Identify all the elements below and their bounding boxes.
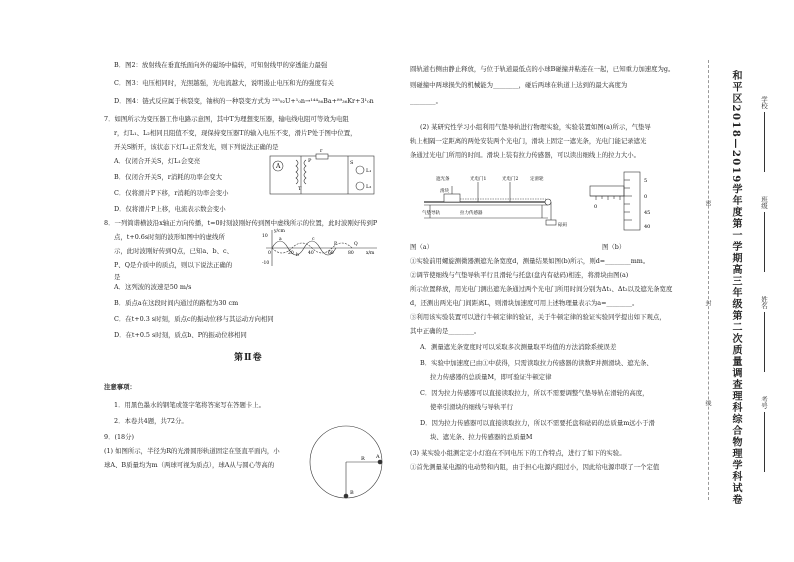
transformer-label: T xyxy=(298,186,302,192)
option-d: D．仅将滑片P上移，电流表示数会变小 xyxy=(114,205,226,213)
seal-word: 封 xyxy=(704,300,711,306)
option-c: C．因为拉力传感器可以直接读取拉力，所以不需要调整气垫导轨在滑轮的高度， xyxy=(420,389,649,397)
ammeter-label: A xyxy=(276,163,281,170)
option-b: B．质点a在这段时间内通过的路程为30 cm xyxy=(114,299,239,307)
ball-a-label: A xyxy=(376,454,380,460)
wave-graph-figure xyxy=(262,228,382,268)
label-light-blocker: 遮光条 xyxy=(436,177,450,182)
option-d: D．因为拉力传感器可以直接读取拉力，所以不需要托盘和砝码的总质量m远小于滑 xyxy=(420,419,655,427)
seal-line xyxy=(708,60,709,500)
text-line: d，还测出两光电门间距离L，则滑块加速度可用上述物理量表示为a=________。 xyxy=(410,299,639,307)
text-line: r，灯L₁、L₂相同且阻值不变，现保持变压器T的输入电压不变，滑片P处于图中位置， xyxy=(114,129,357,137)
point-b-label: b xyxy=(296,253,299,258)
thimble-tick: 5 xyxy=(644,178,648,184)
text-line: 拉力传感器的总质量M，即可验证牛顿定律 xyxy=(430,373,552,381)
text-line: 轨上相隔一定距离的两处安装两个光电门，滑块上固定一遮光条，光电门能记录遮光 xyxy=(410,137,647,145)
x-tick: 20 xyxy=(288,251,294,256)
seal-word: 密 xyxy=(704,200,711,206)
point-c-label: c xyxy=(312,237,315,242)
label-pulley: 定滑轮 xyxy=(530,177,544,182)
text-line: D．图4：链式反应属于核裂变，铀核的一种裂变方式为 ²³⁵₉₂U+¹₀n→¹⁴⁴₅₆Ba+⁸⁹₃₆Kr+3¹₀n xyxy=(114,97,374,105)
field-school-label: 学校 xyxy=(760,96,768,109)
notice-title: 注意事项： xyxy=(104,383,136,391)
notice-item: 1．用黑色墨水的钢笔或签字笔将答案写在答题卡上。 xyxy=(114,401,266,409)
option-c: C．仅将滑片P下移，r消耗的功率会变小 xyxy=(114,189,229,197)
switch-label: S xyxy=(350,160,354,166)
point-a-label: a xyxy=(279,237,282,242)
radius-label: R xyxy=(361,456,365,462)
x-axis-label: x/m xyxy=(366,251,375,256)
label-gate-1: 光电门1 xyxy=(470,177,487,182)
text-line: (1) 如图所示，半径为R的光滑圆形轨道固定在竖直平面内，小 xyxy=(104,447,280,455)
text-line: 则碰撞中两球损失的机械能为________，碰后两球在轨道上达到的最大高度为 xyxy=(410,81,628,89)
field-id-label: 考号 xyxy=(760,396,768,409)
field-class-label: 班级 xyxy=(760,196,768,209)
text-line: 点，t+0.6s时刻的波形如图中的虚线所 xyxy=(114,233,225,241)
text-line: 使牵引滑块的细线与导轨平行 xyxy=(430,403,514,411)
text-line: 其中正确的是________。 xyxy=(410,327,481,335)
text-line: 8．一列简谐横波沿x轴正方向传播，t=0时刻波刚好传到图中虚线所示的位置，此时波刚好传到P xyxy=(104,219,378,227)
text-line: ①实验前用螺旋测微器测遮光条宽度d，测量结果如图(b)所示，则d=________mm。 xyxy=(410,257,650,265)
exam-title: 和平区2018—2019学年度第一学期高三年级第二次质量调查理科综合物理学科试卷 xyxy=(730,70,741,506)
option-c: C．在t+0.3 s时刻，质点c的振动位移与其运动方向相同 xyxy=(114,315,274,323)
resistor-label: r xyxy=(320,148,323,154)
caption-fig-a: 图（a） xyxy=(410,243,433,251)
x-tick: 60 xyxy=(328,251,334,256)
air-track-figure xyxy=(420,172,570,234)
text-line: 所示位置释放，用光电门测出遮光条通过两个光电门所用时间分别为Δt₁、Δt₂以及遮光条宽度 xyxy=(410,285,673,293)
x-tick: 40 xyxy=(308,251,314,256)
thimble-tick: 40 xyxy=(644,224,651,230)
field-class-input[interactable] xyxy=(764,212,765,272)
text-line: C．图3：电压相同时，光照越强，光电流越大，说明遏止电压和光的强度有关 xyxy=(114,79,334,87)
field-school-input[interactable] xyxy=(764,112,765,172)
thimble-tick: 45 xyxy=(644,210,651,216)
question-head: 9．(18分) xyxy=(104,433,134,441)
text-line: 开关S断开，该状态下灯L₁正常发光，则下列说法正确的是 xyxy=(114,143,279,151)
option-d: D．在t+0.5 s时刻，质点b、P的振动位移相同 xyxy=(114,331,247,339)
text-line: (2) 某研究性学习小组利用气垫导轨进行物理实验，实验装置如图(a)所示，气垫导 xyxy=(420,123,651,131)
y-tick: -10 xyxy=(262,261,270,266)
option-a: A．仅闭合开关S，灯L₁会变亮 xyxy=(114,157,201,165)
slider-label: P xyxy=(308,158,312,164)
section-title: 第Ⅱ卷 xyxy=(234,353,263,363)
y-axis-label: y/cm xyxy=(274,229,285,234)
label-force-sensor: 拉力传感器 xyxy=(460,211,483,216)
y-tick: 10 xyxy=(262,234,268,239)
main-scale-zero: 0 xyxy=(594,204,598,210)
lamp-l1-label: L₁ xyxy=(366,168,372,174)
lamp-l2-label: L₂ xyxy=(366,184,372,190)
seal-word: 线 xyxy=(704,400,711,406)
text-line: 球A、B质量均为m（两球可视为质点），球A从与圆心等高的 xyxy=(104,461,275,469)
field-name-input[interactable] xyxy=(764,312,765,372)
option-b: B．实验中加速度已由①中获得，只需读取拉力传感器的读数F并测滑块、遮光条、 xyxy=(420,359,653,367)
notice-item: 2．本卷共4题，共72分。 xyxy=(114,417,188,425)
option-a: A．这列波的波速是50 m/s xyxy=(114,283,192,291)
circle-track-figure xyxy=(306,422,386,502)
micrometer-figure xyxy=(586,168,658,234)
text-line: 7．如图所示为变压器工作电路示意图，其中T为理想变压器，输电线电阻可等效为电阻 xyxy=(104,115,349,123)
label-air-track: 气垫导轨 xyxy=(422,211,440,216)
text-line: 条通过光电门所用的时间。滑块上装有拉力传感器，可以读出细线上的拉力大小。 xyxy=(410,151,641,159)
transformer-circuit-figure xyxy=(268,148,378,198)
label-slider: 滑块 xyxy=(440,189,449,194)
text-line: P、Q是介质中的质点，则以下说法正确的 xyxy=(114,261,233,269)
origin-label: 0 xyxy=(268,251,271,256)
text-line: ③利用该实验装置可以进行牛顿定律的验证，关于牛顿定律的验证实验同学提出如下观点， xyxy=(410,313,666,321)
text-line: 块、遮光条、拉力传感器的总质量M xyxy=(430,433,533,441)
label-weights: 砝码 xyxy=(558,223,567,228)
text-line: 是 xyxy=(114,273,121,281)
ball-b-label: B xyxy=(350,490,354,496)
caption-fig-b: 图（b） xyxy=(602,243,626,251)
field-id-input[interactable] xyxy=(764,412,765,472)
option-b: B．仅闭合开关S，r消耗的功率会变大 xyxy=(114,173,222,181)
text-line: ②调节使细线与气垫导轨平行且滑轮与托盘(盘内有砝码)相连，将滑块由图(a) xyxy=(410,271,629,279)
text-line: (3) 某实验小组测定定小灯泡在不同电压下的工作特点，进行了如下的实验。 xyxy=(410,449,626,457)
point-q-label: Q xyxy=(354,242,358,247)
option-a: A．测量遮光条宽度时可以采取多次测量取平均值的方法消除系统误差 xyxy=(420,343,617,351)
thimble-tick: 0 xyxy=(644,194,648,200)
point-p-label: P xyxy=(334,242,338,247)
label-gate-2: 光电门2 xyxy=(502,177,519,182)
text-line: 圆轨道右侧由静止释放，与位于轨道最低点的小球B碰撞并粘连在一起，已知重力加速度为g。 xyxy=(410,65,675,73)
field-name-label: 姓名 xyxy=(760,296,768,309)
text-line: B．图2：放射线在垂直纸面向外的磁场中偏转，可知射线甲的穿透能力最强 xyxy=(114,61,328,69)
text-line: ________。 xyxy=(410,97,442,105)
text-line: ①首先测量某电源的电动势和内阻，由于担心电源内阻过小，因此给电源串联了一个定值 xyxy=(410,463,660,471)
x-tick: 80 xyxy=(348,251,354,256)
text-line: 示，此时波刚好传到Q点，已知a、b、c、 xyxy=(114,247,233,255)
